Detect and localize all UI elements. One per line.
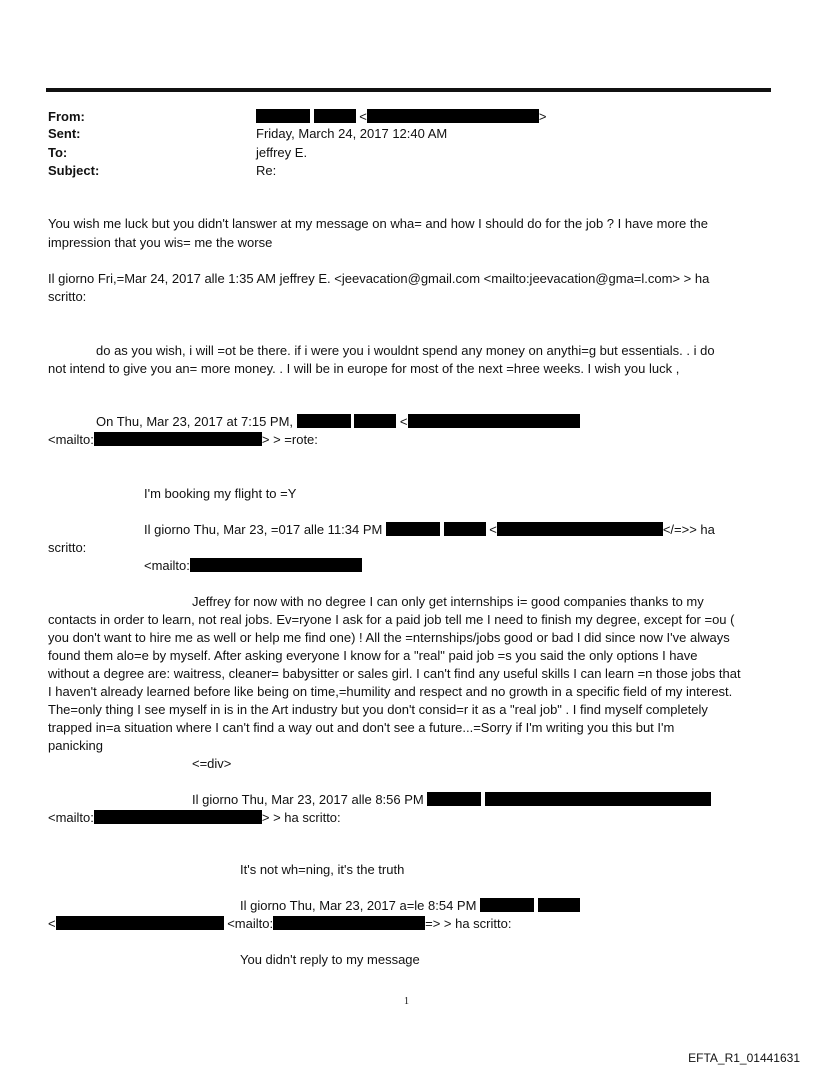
quote4-intro: Il giorno Thu, Mar 23, 2017 alle 8:56 PM xyxy=(192,792,424,807)
quote4-line2 xyxy=(48,809,341,827)
body-p1-line1: You wish me luck but you didn't lanswer at my message on wha= and how I should do for the job ? I have more the xyxy=(48,216,708,231)
redaction xyxy=(297,414,351,428)
quote5-intro: Il giorno Thu, Mar 23, 2017 a=le 8:54 PM xyxy=(240,898,477,913)
redaction xyxy=(56,916,224,930)
quote4-wrote: > > ha scritto: xyxy=(261,810,341,825)
redaction xyxy=(480,898,534,912)
from-label: From: xyxy=(48,109,85,124)
quote5-wrote: => > ha scritto: xyxy=(425,916,512,931)
quote5-line2 xyxy=(48,915,511,933)
mailto-prefix: <mailto: xyxy=(144,558,190,573)
div-tag: <=div> xyxy=(192,756,232,771)
body-p4-line3: you don't want to hire me as well or help me find one) ! All the =nternships/jobs good or bad I did since now I've always xyxy=(48,630,730,645)
quote3-intro: Il giorno Thu, Mar 23, =017 alle 11:34 PM xyxy=(144,522,383,537)
redaction xyxy=(386,522,440,536)
header-rule xyxy=(46,88,771,92)
sent-value: Friday, March 24, 2017 12:40 AM xyxy=(256,126,448,141)
body-p2-line1: do as you wish, i will =ot be there. if i were you i wouldnt spend any money on anythi=g but essentials. . i do xyxy=(96,343,715,358)
body-p4-line4: found them alo=e by myself. After asking everyone I know for a "real" paid job =s you said the only options I have xyxy=(48,648,698,663)
angle-open: < xyxy=(399,414,408,429)
redaction xyxy=(190,558,362,572)
page-number: 1 xyxy=(404,996,409,1007)
angle-open: < xyxy=(48,916,56,931)
subject-label: Subject: xyxy=(48,163,100,178)
body-p2-line2: not intend to give you an= more money. . I will be in europe for most of the next =hree weeks. I wish you luck , xyxy=(48,361,680,376)
redaction xyxy=(273,916,425,930)
quote3-tail: </=>> ha xyxy=(662,522,715,537)
body-p6: You didn't reply to my message xyxy=(240,952,420,967)
to-value: jeffrey E. xyxy=(256,145,308,160)
body-p4-line8: trapped in=a situation where I can't find a way out and don't see a future...=Sorry if I'm writing you this but I'm xyxy=(48,720,675,735)
redaction xyxy=(314,109,356,123)
body-p4-line7: The=only thing I see myself in is in the Art industry but you don't consid=r it as a "real job" . I find myself completely xyxy=(48,702,708,717)
quote1-line1: Il giorno Fri,=Mar 24, 2017 alle 1:35 AM jeffrey E. <jeevacation@gmail.com <mailto:jeevacation@gma=l.com> > ha xyxy=(48,271,710,286)
redaction xyxy=(538,898,580,912)
redaction xyxy=(408,414,580,428)
footer-doc-id: EFTA_R1_01441631 xyxy=(688,1051,800,1065)
redaction xyxy=(256,109,310,123)
quote3-line1 xyxy=(144,521,715,539)
body-p5: It's not wh=ning, it's the truth xyxy=(240,862,405,877)
redaction xyxy=(444,522,486,536)
body-p1-line2: impression that you wis= me the worse xyxy=(48,235,273,250)
quote1-line2: scritto: xyxy=(48,289,87,304)
quote5-line1 xyxy=(240,897,580,915)
quote3-line3 xyxy=(144,557,362,575)
redaction xyxy=(367,109,539,123)
quote2-wrote: > > =rote: xyxy=(261,432,318,447)
redaction xyxy=(94,432,262,446)
to-label: To: xyxy=(48,145,68,160)
angle-close: > xyxy=(538,109,547,124)
angle-open: < xyxy=(359,109,367,124)
redaction xyxy=(497,522,663,536)
body-p4-line9: panicking xyxy=(48,738,103,753)
quote3-line2: scritto: xyxy=(48,540,87,555)
redaction xyxy=(94,810,262,824)
redaction xyxy=(427,792,481,806)
body-p4-line6: I haven't already learned before like being on time,=humility and respect and no growth in a specific field of my interest. xyxy=(48,684,733,699)
body-p4-line2: contacts in order to learn, not real jobs. Ev=ryone I ask for a paid job tell me I need to finish my degree, except for =ou ( xyxy=(48,612,735,627)
sent-label: Sent: xyxy=(48,126,81,141)
redaction xyxy=(485,792,711,806)
quote2-line1 xyxy=(96,413,580,431)
quote4-line1 xyxy=(192,791,711,809)
mailto-prefix: <mailto: xyxy=(48,810,94,825)
body-p4-line5: without a degree are: waitress, cleaner= babysitter or sales girl. I can't find any useful skills I can learn =n those jobs that xyxy=(48,666,741,681)
redaction xyxy=(354,414,396,428)
from-value xyxy=(256,108,546,126)
body-p4-line1: Jeffrey for now with no degree I can only get internships i= good companies thanks to my xyxy=(192,594,704,609)
angle-open: < xyxy=(489,522,497,537)
quote2-intro: On Thu, Mar 23, 2017 at 7:15 PM, xyxy=(96,414,294,429)
body-p3: I'm booking my flight to =Y xyxy=(144,486,297,501)
mailto-prefix: <mailto: xyxy=(48,432,94,447)
mailto-prefix: <mailto: xyxy=(227,916,274,931)
subject-value: Re: xyxy=(256,163,277,178)
quote2-line2 xyxy=(48,431,318,449)
